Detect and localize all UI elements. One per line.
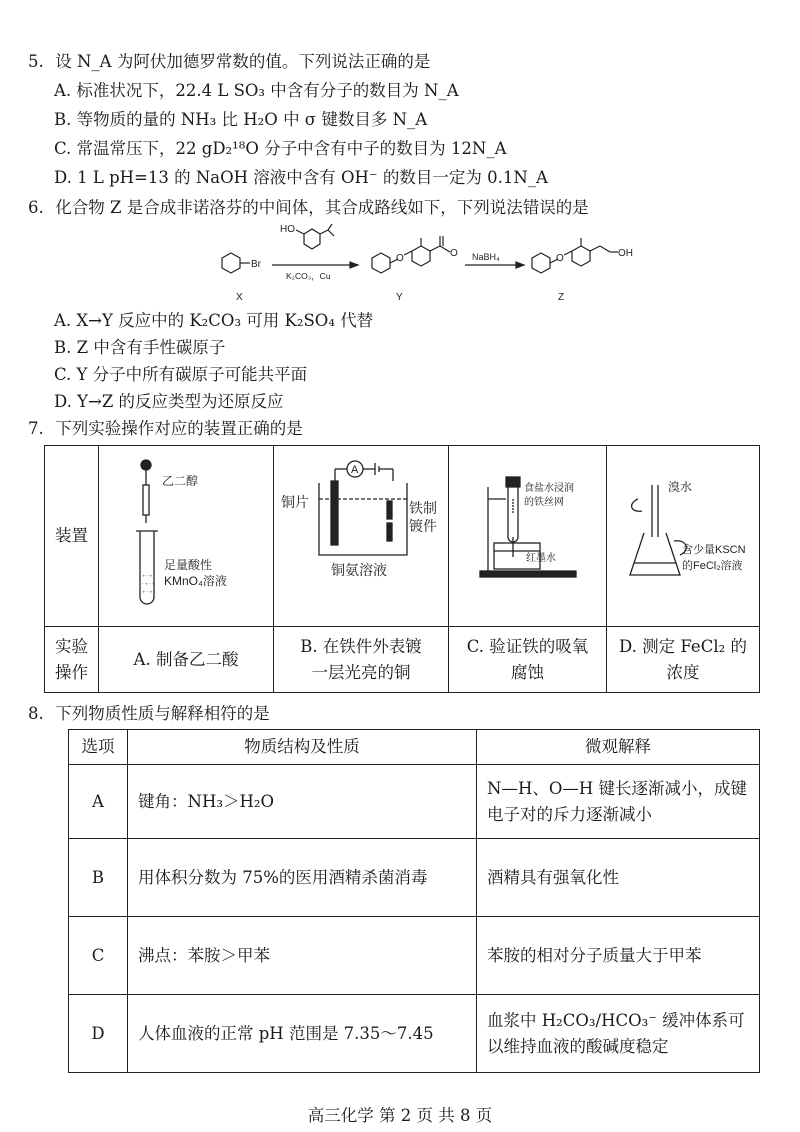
q7-row2-header-line1: 实验	[55, 636, 88, 656]
q7-row2-header-line2: 操作	[55, 662, 88, 682]
y-label: Y	[396, 292, 403, 303]
q7-op-c	[449, 627, 607, 693]
q8-row-b-option: B	[69, 839, 128, 917]
apparatus-c-label-3: 红墨水	[526, 553, 556, 564]
y-left-ring	[372, 253, 390, 273]
q7-table	[44, 445, 760, 693]
apparatus-a-label-3: KMnO₄溶液	[164, 574, 227, 588]
q8-number: 8.	[28, 704, 44, 723]
x-benzene-ring	[222, 253, 240, 273]
q7-row2-header	[45, 627, 99, 693]
q8-row-b-property: 用体积分数为 75%的医用酒精杀菌消毒	[128, 839, 477, 917]
apparatus-d-label-2: 含少量KSCN	[682, 544, 746, 556]
q7-op-c-line1: C. 验证铁的吸氧	[466, 636, 589, 656]
table-row	[69, 765, 760, 839]
q6-number: 6.	[28, 198, 44, 217]
apparatus-c-drawing	[450, 447, 605, 617]
q8-header-property: 物质结构及性质	[128, 730, 477, 765]
q6-stem: 化合物 Z 是合成非诺洛芬的中间体，其合成路线如下，下列说法错误的是	[55, 198, 589, 217]
apparatus-b-label-2: 铁制	[409, 500, 437, 516]
q5-option-b: B. 等物质的量的 NH₃ 比 H₂O 中 σ 键数目多 N_A	[54, 110, 428, 129]
q7-number: 7.	[28, 419, 44, 438]
apparatus-d-label-3: 的FeCl₂溶液	[682, 560, 743, 572]
q8-stem-line	[28, 703, 270, 725]
reagent2-label: NaBH₄	[472, 252, 500, 262]
table-row	[69, 917, 760, 995]
q8-stem: 下列物质性质与解释相符的是	[55, 704, 270, 723]
q7-op-d-line2: 浓度	[666, 662, 700, 682]
q8-row-c-property: 沸点：苯胺＞甲苯	[128, 917, 477, 995]
page-footer: 高三化学 第 2 页 共 8 页	[307, 1106, 493, 1125]
q7-stem: 下列实验操作对应的装置正确的是	[55, 419, 303, 438]
reagent-ho-label: HO	[280, 224, 295, 235]
apparatus-b-label-1: 铜片	[281, 494, 309, 510]
q5-number: 5.	[28, 52, 44, 71]
apparatus-a-drawing	[100, 447, 272, 617]
z-oh-label: OH	[618, 248, 633, 259]
apparatus-d-label-1: 溴水	[668, 480, 693, 494]
q6-option-d: D. Y→Z 的反应类型为还原反应	[54, 392, 284, 411]
svg-text:- + - +: - + - +	[142, 581, 156, 586]
q8-header-option: 选项	[69, 730, 128, 765]
q7-op-d	[607, 627, 760, 693]
q7-op-a: A. 制备乙二酸	[99, 627, 274, 693]
q8-row-c-option: C	[69, 917, 128, 995]
z-label: Z	[558, 292, 565, 303]
q7-op-b	[274, 627, 449, 693]
q8-row-d-property: 人体血液的正常 pH 范围是 7.35～7.45	[128, 995, 477, 1073]
q8-row-b-explanation: 酒精具有强氧化性	[477, 839, 760, 917]
apparatus-d-drawing	[608, 447, 758, 617]
apparatus-b-label-4: 铜氨溶液	[331, 562, 387, 578]
q7-apparatus-c	[449, 446, 607, 627]
reagent-benzene-ring	[304, 229, 320, 249]
q7-apparatus-b	[274, 446, 449, 627]
q8-row-a-option: A	[69, 765, 128, 839]
q8-table	[68, 729, 760, 1073]
q6-option-c: C. Y 分子中所有碳原子可能共平面	[54, 365, 308, 384]
q5-option-a: A. 标准状况下，22.4 L SO₃ 中含有分子的数目为 N_A	[54, 81, 459, 100]
table-row	[69, 995, 760, 1073]
q8-row-d-explanation: 血浆中 H₂CO₃/HCO₃⁻ 缓冲体系可以维持血液的酸碱度稳定	[477, 995, 760, 1073]
q5-option-d: D. 1 L pH=13 的 NaOH 溶液中含有 OH⁻ 的数目一定为 0.1N_A	[54, 168, 548, 187]
q6-option-b: B. Z 中含有手性碳原子	[54, 338, 226, 357]
q6-option-a: A. X→Y 反应中的 K₂CO₃ 可用 K₂SO₄ 代替	[54, 311, 374, 330]
q6-reaction-scheme	[200, 222, 660, 312]
y-o-label: O	[396, 253, 404, 264]
q7-op-b-line2: 一层光亮的铜	[311, 662, 411, 682]
q7-apparatus-d	[607, 446, 760, 627]
svg-text:+ - + -: + - + -	[142, 573, 156, 578]
y-carbonyl-o-label: O	[450, 248, 458, 259]
reagent1-label: K₂CO₃，Cu	[286, 271, 331, 281]
q8-row-a-property: 键角：NH₃＞H₂O	[128, 765, 477, 839]
q5-stem-line	[28, 51, 430, 73]
q7-apparatus-row	[45, 446, 760, 627]
apparatus-b-drawing	[275, 447, 447, 617]
apparatus-b-label-3: 镀件	[409, 518, 437, 534]
ammeter-a-label: A	[351, 464, 359, 476]
q7-operation-row	[45, 627, 760, 693]
q5-stem: 设 N_A 为阿伏加德罗常数的值。下列说法正确的是	[55, 52, 431, 71]
apparatus-a-label-2: 足量酸性	[164, 558, 213, 572]
q6-stem-line	[28, 197, 589, 219]
apparatus-a-label-1: 乙二醇	[162, 474, 199, 488]
svg-text:+ - + -: + - + -	[142, 589, 156, 594]
z-right-ring	[572, 246, 590, 266]
y-right-ring	[412, 246, 430, 266]
q8-header-row	[69, 730, 760, 765]
q7-op-d-line1: D. 测定 FeCl₂ 的	[619, 636, 747, 656]
apparatus-c-label-1: 食盐水浸润	[524, 483, 574, 494]
q7-apparatus-a	[99, 446, 274, 627]
q8-row-a-explanation: N—H、O—H 键长逐渐减小，成键电子对的斥力逐渐减小	[477, 765, 760, 839]
q8-row-c-explanation: 苯胺的相对分子质量大于甲苯	[477, 917, 760, 995]
q7-op-b-line1: B. 在铁件外表镀	[300, 636, 422, 656]
q7-stem-line	[28, 418, 303, 440]
q5-option-c: C. 常温常压下，22 gD₂¹⁸O 分子中含有中子的数目为 12N_A	[54, 139, 507, 158]
x-br-label: Br	[251, 259, 261, 270]
table-row	[69, 839, 760, 917]
q7-op-c-line2: 腐蚀	[511, 662, 544, 682]
apparatus-c-label-2: 的铁丝网	[524, 497, 564, 508]
x-label: X	[236, 292, 243, 303]
z-left-ring	[532, 253, 550, 273]
q8-row-d-option: D	[69, 995, 128, 1073]
q7-row1-header: 装置	[45, 446, 99, 627]
q8-header-explanation: 微观解释	[477, 730, 760, 765]
z-o-label: O	[556, 253, 564, 264]
